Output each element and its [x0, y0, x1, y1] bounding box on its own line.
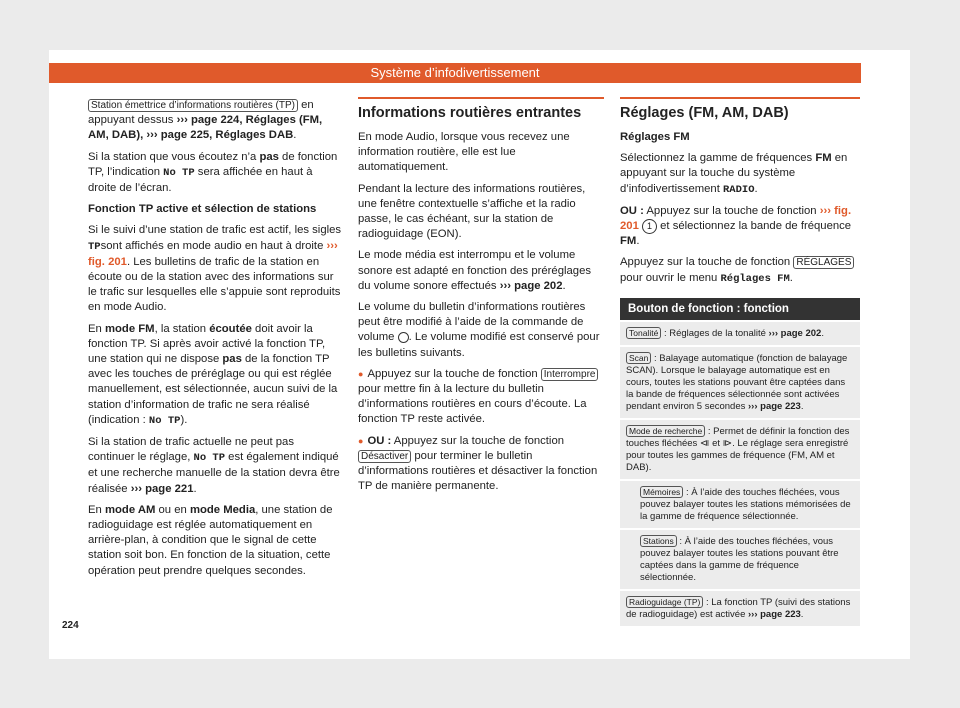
bullet-item: ● OU : Appuyez sur la touche de fonction Désactiver pour terminer le bulletin d’informations routières et désactiver la fonction TP de manière permanente. [358, 434, 604, 495]
paragraph: Si la station que vous écoutez n’a pas de fonction TP, l’indication No TP sera affichée en haut à droite de l’écran. [88, 150, 338, 195]
page-number: 224 [62, 620, 79, 631]
callout-number: 1 [642, 219, 657, 234]
section-heading-traffic: Informations routières entrantes [358, 97, 604, 121]
paragraph: Station émettrice d’informations routières (TP) en appuyant dessus ››› page 224, Réglages (FM, AM, DAB), ››› page 225, Réglages DAB. [88, 99, 323, 142]
paragraph: Sélectionnez la gamme de fréquences FM en appuyant sur la touche du système d’infodivertissement RADIO. [620, 152, 848, 196]
paragraph: Si la station de trafic actuelle ne peut pas continuer le réglage, No TP est également indiqué et une recherche manuelle de la station devra être réalisée ››› page 221. [88, 436, 340, 495]
page-reference[interactable]: ››› page 202 [499, 279, 563, 292]
figure-reference[interactable]: ››› fig. 201 [88, 239, 338, 268]
chapter-header: Système d’infodivertissement [49, 63, 861, 83]
function-table [620, 298, 860, 626]
volume-knob-icon [398, 332, 409, 343]
paragraph: OU : Appuyez sur la touche de fonction ››› fig. 201 1 et sélectionnez la bande de fréquence FM. [620, 204, 852, 248]
paragraph: Le volume du bulletin d’informations routières peut être modifié à l’aide de la commande de volume . Le volume modifié est conservé pour les bulletins suivants. [358, 301, 600, 359]
radio-key-label: RADIO [722, 183, 755, 196]
figure-reference[interactable]: ››› fig. 201 [620, 204, 852, 233]
paragraph: En mode Audio, lorsque vous recevez une information routière, elle est lue automatiquement. [358, 131, 570, 174]
table-row: Mémoires : À l’aide des touches fléchées, vous pouvez balayer toutes les stations mémorisées de la gamme de fréquence sélectionnée. [620, 479, 860, 528]
paragraph: Pendant la lecture des informations routières, une fenêtre contextuelle s’affiche et la radio passe, le cas échéant, sur la station de radioguidage (EON). [358, 182, 586, 241]
paragraph: En mode AM ou en mode Media, une station de radioguidage est réglée automatiquement en arrière-plan, à condition que le signal de cette station soit bon. En fonction de la situation, cette opération peut prendre quelques secondes. [88, 503, 333, 577]
paragraph: Le mode média est interrompu et le volume sonore est adapté en fonction des préréglages du volume sonore effectués ››› page 202. [358, 249, 592, 292]
table-row: Mode de recherche : Permet de définir la fonction des touches fléchées ⧏ et ⧐. Le réglage sera enregistré pour toutes les gammes de fréquence (FM, AM et DAB). [620, 418, 860, 479]
subheading: Fonction TP active et sélection de stations [88, 203, 317, 216]
table-row: Stations : À l’aide des touches fléchées, vous pouvez balayer toutes les stations pouvant être captées dans la gamme de fréquence sélectionnée. [620, 528, 860, 589]
table-row: Radioguidage (TP) : La fonction TP (suivi des stations de radioguidage) est activée ››› page 223. [620, 589, 860, 626]
bullet-item: ● Appuyez sur la touche de fonction Interrompre pour mettre fin à la lecture du bulletin d’informations routières en cours d’écoute. La fonction TP reste activée. [358, 367, 604, 428]
page-reference[interactable]: ››› page 224, Réglages (FM, AM, DAB), ››› page 225, Réglages DAB [88, 114, 323, 142]
page-reference[interactable]: ››› page 221 [130, 482, 194, 495]
column-left [88, 98, 343, 585]
key-reglages: RÉGLAGES [793, 256, 854, 269]
key-interrompre: Interrompre [541, 368, 599, 381]
section-heading-settings: Réglages (FM, AM, DAB) [620, 97, 860, 121]
column-middle [358, 130, 604, 500]
table-header: Bouton de fonction : fonction [620, 298, 860, 320]
column-right [620, 130, 860, 293]
table-row: Tonalité : Réglages de la tonalité ››› page 202. [620, 320, 860, 345]
paragraph: En mode FM, la station écoutée doit avoir la fonction TP. Si après avoir activé la fonction TP, une station qui ne dispose pas de la fonction TP avec les touches de préréglage ou qui est réglée manuellement, est sélectionnée, aucun suivi de la station d’information de trafic ne sera réalisé (indication : No TP). [88, 322, 338, 427]
table-row: Scan : Balayage automatique (fonction de balayage SCAN). Lorsque le balayage automatique est en cours, toutes les stations pouvant être captées dans la bande de fréquences sélectionnée sont activées pendant environ 5 secondes ››› page 223. [620, 345, 860, 418]
paragraph: Appuyez sur la touche de fonction RÉGLAGES pour ouvrir le menu Réglages FM. [620, 255, 860, 286]
subheading: Réglages FM [620, 131, 690, 143]
key-desactiver: Désactiver [358, 450, 411, 463]
paragraph: Si le suivi d’une station de trafic est actif, les sigles TPsont affichés en mode audio en haut à droite ››› fig. 201. Les bulletins de trafic de la station en écoute ou de la station avec des informations sur le trafic sur lesquelles elle s’appuie sont reproduits en mode Audio. [88, 224, 342, 314]
key-station-tp: Station émettrice d’informations routières (TP) [88, 99, 298, 112]
